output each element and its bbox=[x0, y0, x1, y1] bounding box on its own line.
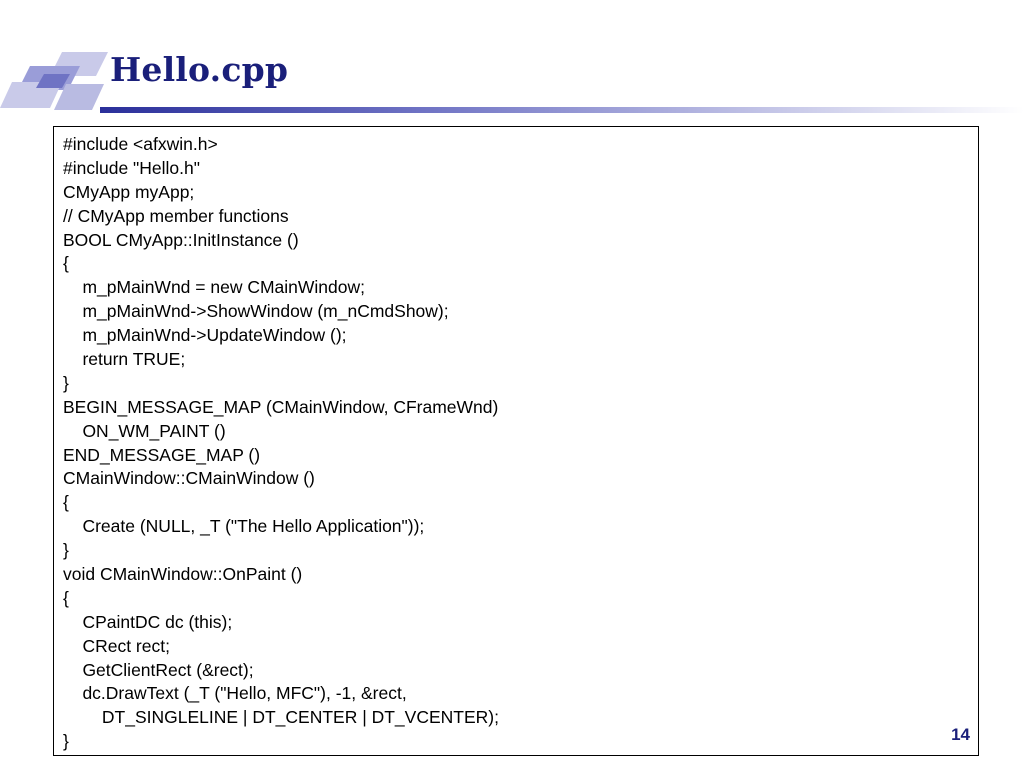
code-line: END_MESSAGE_MAP () bbox=[63, 444, 261, 465]
code-line: DT_SINGLELINE | DT_CENTER | DT_VCENTER); bbox=[63, 707, 499, 728]
code-line: { bbox=[63, 587, 69, 608]
page-number: 14 bbox=[951, 725, 970, 744]
code-line: } bbox=[63, 540, 69, 561]
code-line: m_pMainWnd->UpdateWindow (); bbox=[63, 325, 347, 346]
code-line: #include "Hello.h" bbox=[63, 157, 200, 178]
code-line: { bbox=[63, 253, 69, 274]
code-line: BEGIN_MESSAGE_MAP (CMainWindow, CFrameWnd) bbox=[63, 396, 499, 417]
code-line: GetClientRect (&rect); bbox=[63, 659, 254, 680]
title-underline bbox=[100, 107, 1024, 113]
decorative-logo-icon bbox=[0, 0, 110, 120]
code-line: void CMainWindow::OnPaint () bbox=[63, 564, 303, 585]
slide-title: Hello.cpp bbox=[110, 50, 289, 89]
code-line: { bbox=[63, 492, 69, 513]
code-line: Create (NULL, _T ("The Hello Application")); bbox=[63, 516, 425, 537]
code-line: ON_WM_PAINT () bbox=[63, 420, 226, 441]
code-line: BOOL CMyApp::InitInstance () bbox=[63, 229, 299, 250]
code-line: return TRUE; bbox=[63, 349, 186, 370]
code-line: dc.DrawText (_T ("Hello, MFC"), -1, &rect, bbox=[63, 683, 407, 704]
code-line: } bbox=[63, 372, 69, 393]
code-listing bbox=[63, 133, 499, 754]
code-line: CPaintDC dc (this); bbox=[63, 611, 233, 632]
code-line: CRect rect; bbox=[63, 635, 170, 656]
code-line: CMainWindow::CMainWindow () bbox=[63, 468, 315, 489]
code-listing-box bbox=[53, 126, 979, 756]
code-line: } bbox=[63, 731, 69, 752]
code-line: // CMyApp member functions bbox=[63, 205, 289, 226]
code-line: CMyApp myApp; bbox=[63, 181, 195, 202]
code-line: #include <afxwin.h> bbox=[63, 134, 218, 154]
code-line: m_pMainWnd->ShowWindow (m_nCmdShow); bbox=[63, 301, 449, 322]
code-line: m_pMainWnd = new CMainWindow; bbox=[63, 277, 365, 298]
